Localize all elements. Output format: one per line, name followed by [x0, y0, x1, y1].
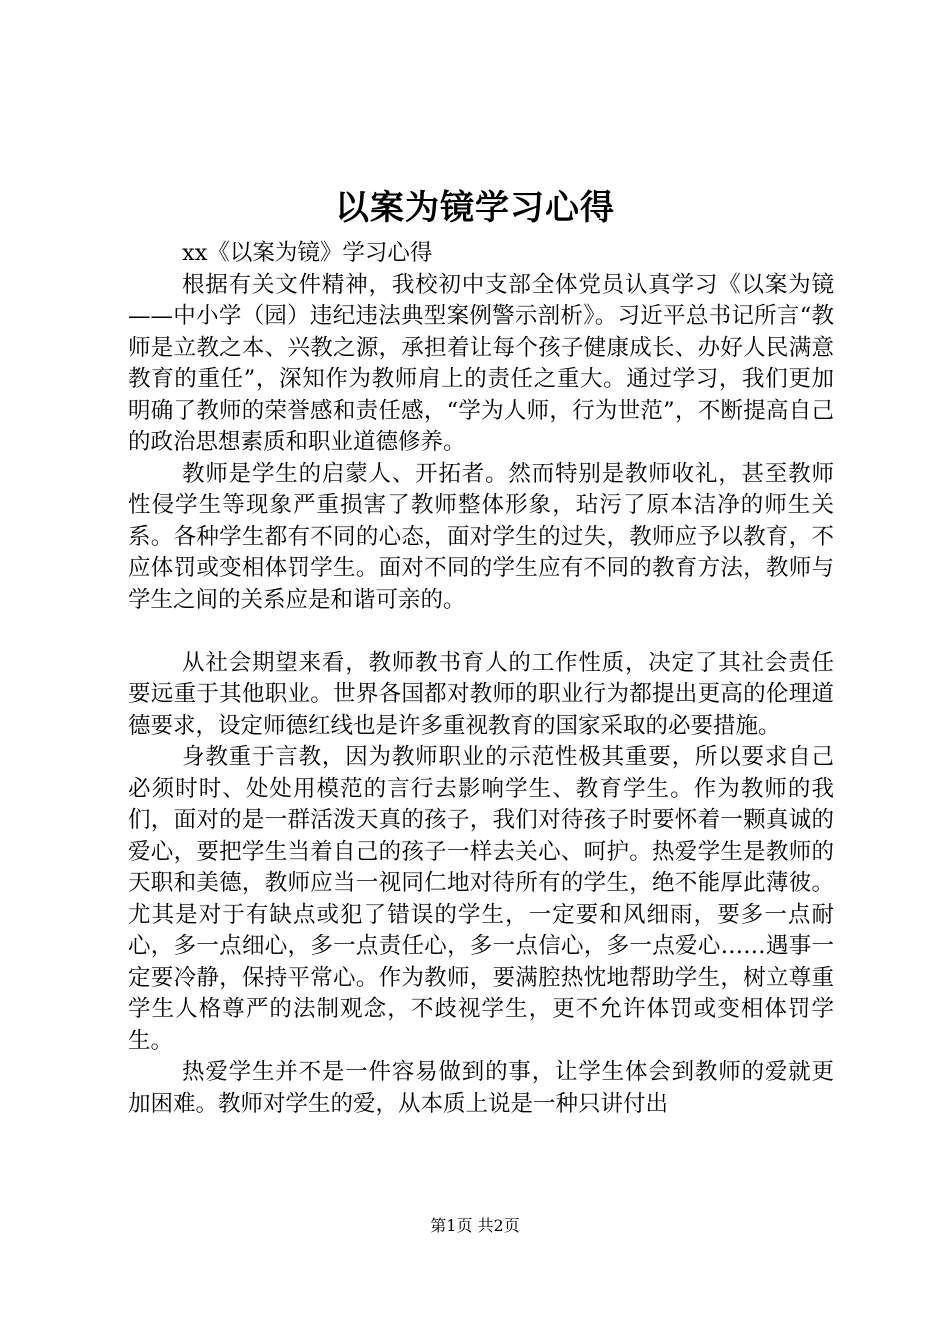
paragraph-1: 根据有关文件精神，我校初中支部全体党员认真学习《以案为镜——中小学（园）违纪违法典型案例警示剖析》。习近平总书记所言“教师是立教之本、兴教之源，承担着让每个孩子健康成长、办好人民满意教育的重任”，深知作为教师肩上的责任之重大。通过学习，我们更加明确了教师的荣誉感和责任感，“学为人师，行为世范”，不断提高自己的政治思想素质和职业道德修养。 [128, 271, 834, 455]
subtitle-line: xx《以案为镜》学习心得 [182, 240, 433, 266]
paragraph-3: 从社会期望来看，教师教书育人的工作性质，决定了其社会责任要远重于其他职业。世界各国都对教师的职业行为都提出更高的伦理道德要求，设定师德红线也是许多重视教育的国家采取的必要措施。 [128, 649, 834, 739]
page-footer: 第1页 共2页 [430, 1216, 520, 1235]
document-body [128, 238, 834, 1120]
blank-line [128, 616, 834, 648]
paragraph-4: 身教重于言教，因为教师职业的示范性极其重要，所以要求自己必须时时、处处用模范的言行去影响学生、教育学生。作为教师的我们，面对的是一群活泼天真的孩子，我们对待孩子时要怀着一颗真诚的爱心，要把学生当着自己的孩子一样去关心、呵护。热爱学生是教师的天职和美德，教师应当一视同仁地对待所有的学生，绝不能厚此薄彼。尤其是对于有缺点或犯了错误的学生，一定要和风细雨，要多一点耐心，多一点细心，多一点责任心，多一点信心，多一点爱心……遇事一定要冷静，保持平常心。作为教师，要满腔热忱地帮助学生，树立尊重学生人格尊严的法制观念，不歧视学生，更不允许体罚或变相体罚学生。 [128, 744, 834, 1054]
paragraph-5: 热爱学生并不是一件容易做到的事，让学生体会到教师的爱就更加困难。教师对学生的爱，从本质上说是一种只讲付出 [128, 1059, 834, 1117]
paragraph-2: 教师是学生的启蒙人、开拓者。然而特别是教师收礼，甚至教师性侵学生等现象严重损害了教师整体形象，玷污了原本洁净的师生关系。各种学生都有不同的心态，面对学生的过失，教师应予以教育，不应体罚或变相体罚学生。面对不同的学生应有不同的教育方法，教师与学生之间的关系应是和谐可亲的。 [128, 460, 834, 613]
document-title: 以案为镜学习心得 [335, 188, 615, 228]
